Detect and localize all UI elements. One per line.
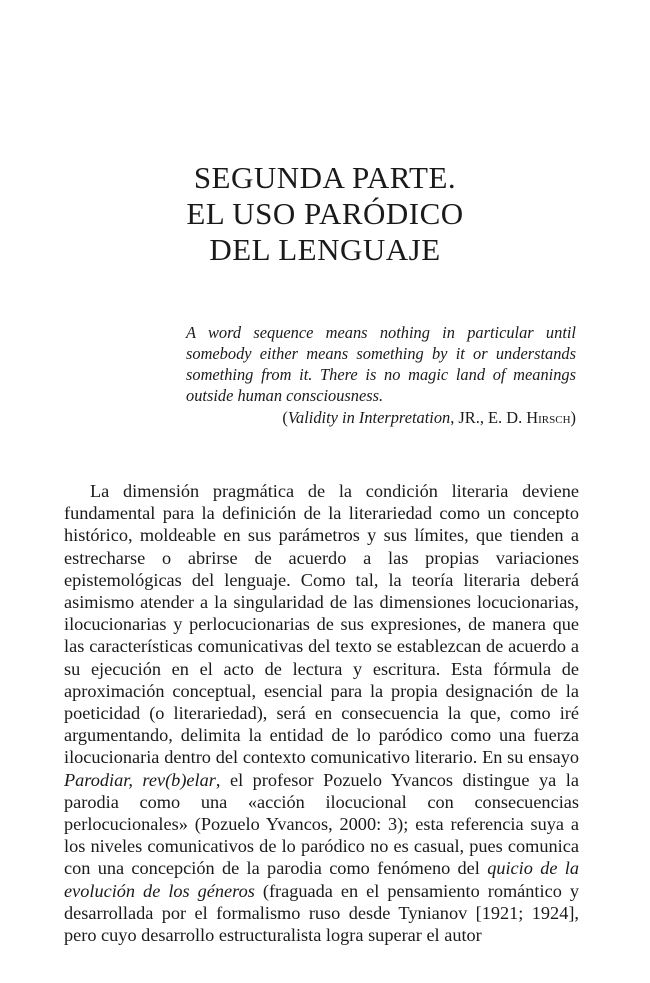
chapter-title bbox=[0, 160, 650, 268]
epigraph bbox=[186, 322, 576, 428]
epigraph-quote: A word sequence means nothing in particular until somebody either means something by it or understands something from it. There is no magic land of meanings outside human consciousness. bbox=[186, 323, 576, 405]
body-paragraph bbox=[64, 480, 579, 946]
body-text-part-1: La dimensión pragmática de la condición literaria deviene fundamental para la definición de la literariedad como un concepto histórico, moldeable en sus parámetros y sus límites, que tienden a estrecharse o abrirse de acuerdo a las propias variaciones epistemológicas del lenguaje. Como tal, la teoría literaria deberá asimismo atender a la singularidad de las dimensiones locucionarias, ilocucionarias y perlocucionarias de sus expresiones, de manera que las características comunicativas del texto se establezcan de acuerdo a su ejecución en el acto de lectura y escritura. Esta fórmula de aproximación conceptual, esencial para la propia designación de la poeticidad (o literariedad), será en consecuencia la que, como iré argumentando, delimita la entidad de lo paródico como una fuerza ilocucionaria dentro del contexto comunicativo literario. En su ensayo bbox=[64, 481, 579, 768]
citation-close: ) bbox=[570, 408, 576, 427]
chapter-title-line-3: DEL LENGUAJE bbox=[209, 232, 441, 267]
body-italic-phrase: quicio de la evolución de los géneros bbox=[64, 858, 579, 901]
chapter-title-line-1: SEGUNDA PARTE. bbox=[193, 160, 457, 195]
body-italic-work-title: Parodiar, rev(b)elar bbox=[64, 769, 216, 790]
citation-author: Hirsch bbox=[526, 408, 571, 427]
citation-work-title: Validity in Interpretation bbox=[287, 408, 451, 427]
citation-open: ( bbox=[282, 408, 288, 427]
citation-mid: , JR., E. D. bbox=[450, 408, 527, 427]
chapter-title-line-2: EL USO PARÓDICO bbox=[186, 196, 464, 231]
body-text-part-2: , el profesor Pozuelo Yvancos distingue ya la parodia como una «acción ilocucional con consecuencias perlocucionales» (Pozuelo Yvancos, 2000: 3); esta referencia suya a los niveles comunicativos de lo paródico no es casual, pues comunica con una concepción de la parodia como fenómeno del bbox=[64, 769, 580, 879]
epigraph-citation bbox=[186, 407, 576, 428]
body-text-part-3: (fraguada en el pensamiento romántico y desarrollada por el formalismo ruso desde Tynianov [1921; 1924], pero cuyo desarrollo estructuralista logra superar el autor bbox=[64, 880, 579, 946]
